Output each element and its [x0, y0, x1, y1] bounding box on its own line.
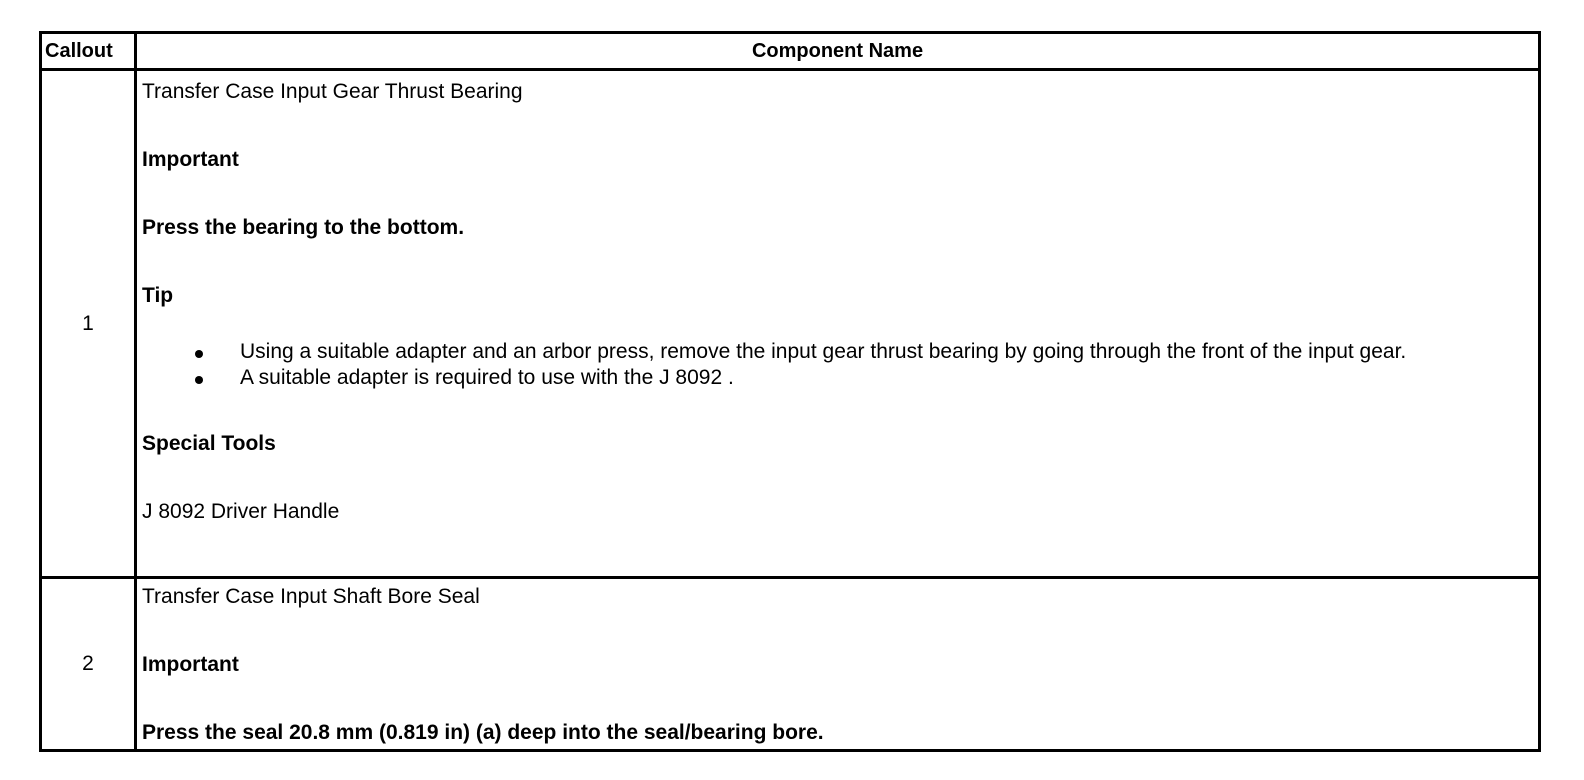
- component-name-header: Component Name: [136, 33, 1540, 70]
- component-description: [136, 578, 1540, 751]
- callout-header: Callout: [41, 33, 136, 70]
- component-description: [136, 70, 1540, 578]
- special-tools-label: Special Tools: [142, 432, 276, 455]
- table-header-row: [41, 33, 1540, 70]
- tip-text: A suitable adapter is required to use with the J 8092 .: [240, 366, 734, 389]
- bullet-icon: [195, 350, 203, 358]
- tip-list: [142, 339, 1530, 391]
- component-title: Transfer Case Input Shaft Bore Seal: [142, 585, 480, 608]
- bullet-icon: [195, 376, 203, 384]
- special-tool-item: J 8092 Driver Handle: [142, 500, 340, 523]
- tip-text: Using a suitable adapter and an arbor press, remove the input gear thrust bearing by going through the front of the input gear.: [240, 340, 1407, 363]
- callout-number: 1: [41, 70, 136, 578]
- important-label: Important: [142, 653, 239, 676]
- component-title: Transfer Case Input Gear Thrust Bearing: [142, 80, 523, 103]
- tip-label: Tip: [142, 284, 174, 307]
- callout-number: 2: [41, 578, 136, 751]
- important-label: Important: [142, 148, 239, 171]
- important-text: Press the bearing to the bottom.: [142, 216, 465, 239]
- table-row: [41, 578, 1540, 751]
- list-item: [142, 365, 1530, 391]
- important-text: Press the seal 20.8 mm (0.819 in) (a) deep into the seal/bearing bore.: [142, 721, 824, 744]
- component-table: [39, 31, 1541, 752]
- list-item: [142, 339, 1530, 365]
- table-row: [41, 70, 1540, 578]
